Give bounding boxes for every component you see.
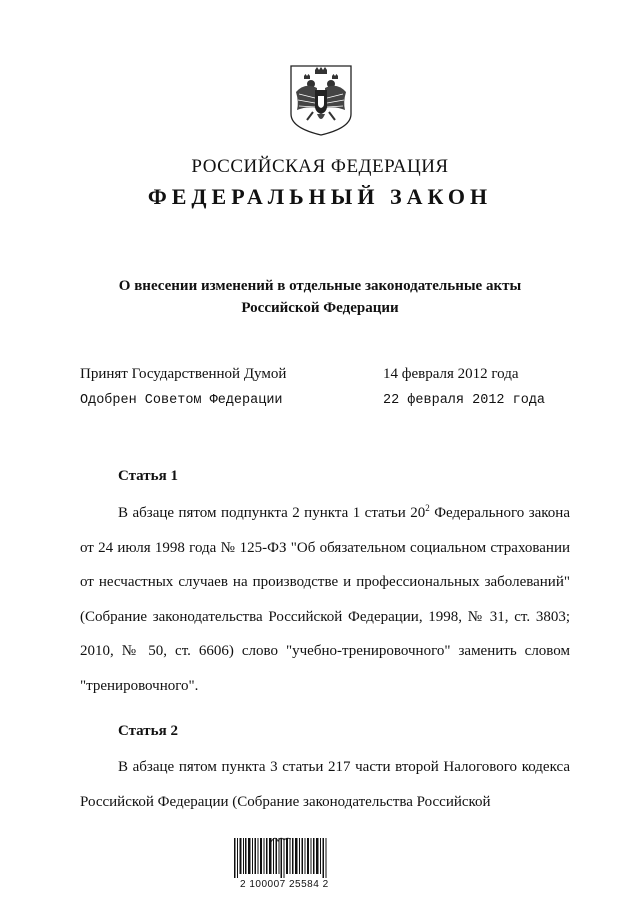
council-date: 22 февраля 2012 года — [383, 393, 546, 408]
barcode-number: 2 100007 25584 2 — [240, 879, 329, 890]
law-title-line-2: Российской Федерации — [241, 300, 399, 316]
article-1-text-rest: Федерального закона от 24 июля 1998 года № 125-ФЗ "Об обязательном социальном страховании от несчастных случаев на производстве и профессиональных заболеваний" (Собрание законодательства Российской Федерации, 1998, № 31, ст. 3803; 2010, № 50, ст. 6606) слово "учебно-тренировочного" заменить словом "тренировочного". — [80, 505, 570, 694]
article-1-heading: Статья 1 — [118, 468, 178, 484]
duma-label: Принят Государственной Думой — [80, 366, 287, 382]
article-1-superscript: 2 — [425, 503, 430, 513]
coat-of-arms-icon — [287, 62, 355, 138]
law-title-line-1: О внесении изменений в отдельные законодательные акты — [118, 278, 522, 294]
article-1-text-start: В абзаце пятом подпункта 2 пункта 1 статьи 20 — [118, 505, 426, 521]
country-name: РОССИЙСКАЯ ФЕДЕРАЦИЯ — [191, 156, 449, 177]
duma-date: 14 февраля 2012 года — [383, 366, 519, 382]
article-1-text — [80, 496, 570, 703]
document-type: ФЕДЕРАЛЬНЫЙ ЗАКОН — [147, 184, 493, 209]
article-2-text — [80, 750, 570, 819]
barcode-icon — [232, 838, 332, 878]
law-title — [0, 275, 640, 319]
council-label: Одобрен Советом Федерации — [80, 393, 283, 408]
article-2-heading: Статья 2 — [118, 723, 178, 739]
article-2-text-body: В абзаце пятом пункта 3 статьи 217 части второй Налогового кодекса Российской Федерации (Собрание законодательства Российской — [80, 759, 570, 810]
